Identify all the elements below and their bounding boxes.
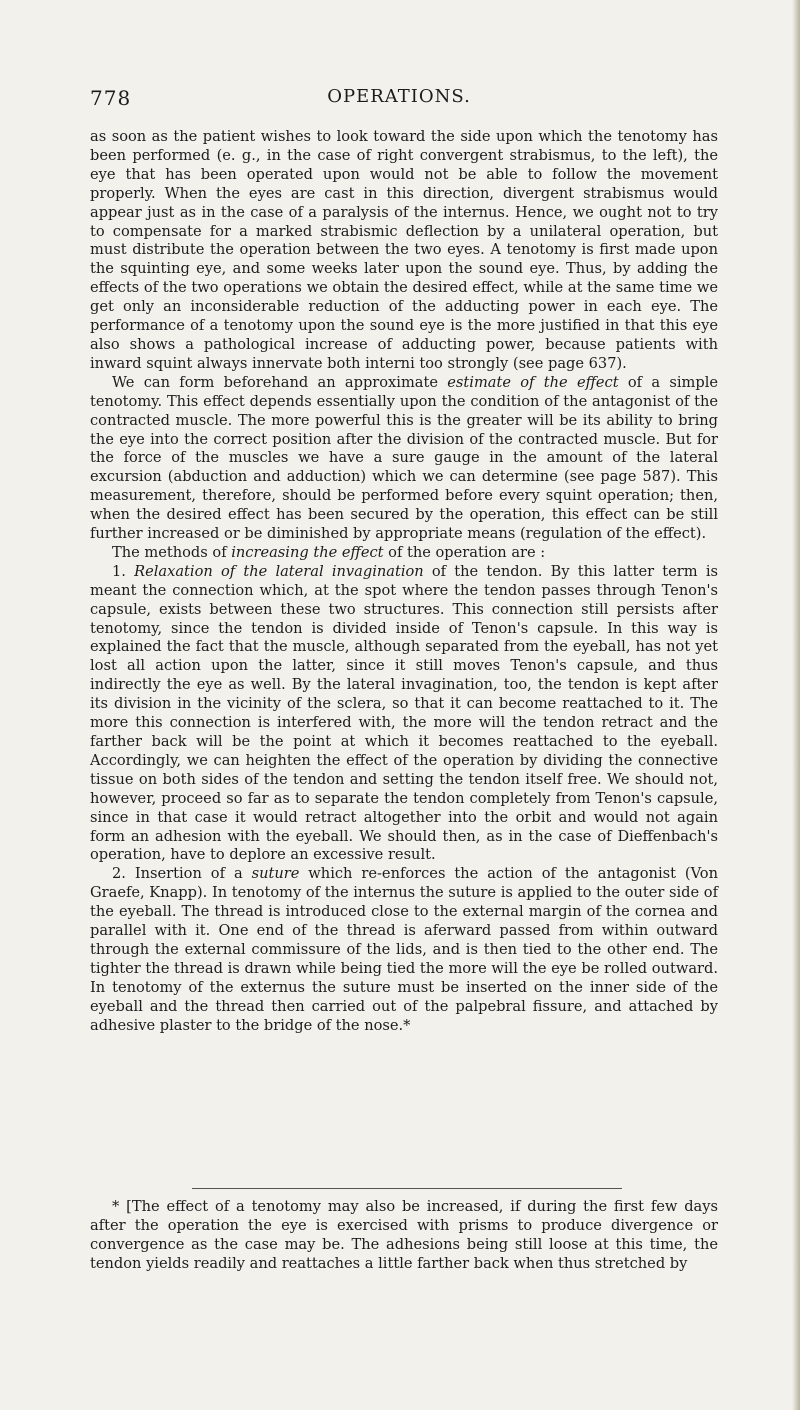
paragraph-text: which re-enforces the action of the antagonist (Von Graefe, Knapp). In tenotomy of the internus the suture is applied to the outer side of the eyeball. The thread is introduced close to the external margin of the cornea and parallel with it. One end of the thread is aferward passed from within outward through the external commissure of the lids, and is then tied to the other end. The tighter the thread is drawn while being tied the more will the eye be rolled outward. In tenotomy of the externus the suture must be inserted on the inner side of the eyeball and the thread then carried out of the palpebral fissure, and attached by adhesive plaster to the bridge of the nose.* (90, 865, 718, 1034)
paragraph-text: of a simple tenotomy. This effect depends essentially upon the condition of the antagonist of the contracted muscle. The more powerful this is the greater will be its ability to bring the eye into the correct position after the division of the contracted muscle. But for the force of the muscles we have a sure gauge in the amount of the lateral excursion (abduction and adduction) which we can determine (see page 587). This measurement, therefore, should be performed before every squint operation; then, when the desired effect has been secured by the operation, this effect can be still further increased or be diminished by appropriate means (regulation of the effect). (90, 373, 718, 543)
paragraph-text: The methods of (112, 543, 232, 561)
running-title: OPERATIONS. (327, 86, 471, 107)
paragraph-text: of the tendon. By this latter term is meant the connection which, at the spot where the tendon passes through Tenon's capsule, exists between these two structures. This connection still persists after tenotomy, since the tendon is divided inside of Tenon's capsule. In this way is explained the fact that the muscle, although separated from the eyeball, has not yet lost all action upon the latter, since it still moves Tenon's capsule, and thus indirectly the eye as well. By the lateral invagination, too, the tendon is kept after its division in the vicinity of the sclera, so that it can become reattached to it. The more this connection is interfered with, the more will the tendon retract and the farther back will be the point at which it becomes reattached to the eyeball. Accordingly, we can heighten the effect of the operation by dividing the connective tissue on both sides of the tendon and setting the tendon itself free. We should not, however, proceed so far as to separate the tendon completely from Tenon's capsule, since in that case it would retract altogether into the orbit and would not again form an adhesion with the eyeball. We should then, as in the case of Dieffenbach's operation, have to deplore an excessive result. (90, 562, 718, 864)
paragraph-text: of the operation are : (383, 543, 546, 561)
paragraph-methods (90, 544, 718, 563)
footnote (90, 1198, 718, 1274)
italic-phrase: increasing the effect (231, 543, 384, 561)
paragraph-estimate (90, 374, 718, 544)
italic-phrase: suture (251, 865, 300, 883)
page-edge-shadow (792, 0, 800, 1410)
paragraph-text: 1. (112, 562, 135, 580)
italic-phrase: estimate of the effect (447, 373, 619, 391)
footnote-divider (192, 1188, 622, 1189)
page-header (90, 86, 708, 112)
body-text (90, 128, 718, 1036)
italic-phrase: Relaxation of the lateral invagination (134, 562, 424, 580)
page-number: 778 (90, 86, 132, 110)
paragraph-relaxation (90, 563, 718, 866)
paragraph-text: We can form beforehand an approximate (112, 373, 448, 391)
paragraph-text: 2. Insertion of a (112, 865, 252, 883)
footnote-text: * [The effect of a tenotomy may also be increased, if during the first few days after the operation the eye is exercised with prisms to produce divergence or convergence as the case may be. The adhesions being still loose at this time, the tendon yields readily and reattaches a little farther back when thus stretched by (90, 1198, 718, 1272)
paragraph-suture (90, 865, 718, 1035)
paragraph-continuation: as soon as the patient wishes to look toward the side upon which the tenotomy has been performed (e. g., in the case of right convergent strabismus, to the left), the eye that has been operated upon would not be able to follow the movement properly. When the eyes are cast in this direction, divergent strabismus would appear just as in the case of a paralysis of the internus. Hence, we ought not to try to compensate for a marked strabismic deflection by a unilateral operation, but must distribute the operation between the two eyes. A tenotomy is first made upon the squinting eye, and some weeks later upon the sound eye. Thus, by adding the effects of the two operations we obtain the desired effect, while at the same time we get only an inconsiderable reduction of the adducting power in each eye. The performance of a tenotomy upon the sound eye is the more justified in that this eye also shows a pathological increase of adducting power, because patients with inward squint always innervate both interni too strongly (see page 637). (90, 128, 718, 372)
